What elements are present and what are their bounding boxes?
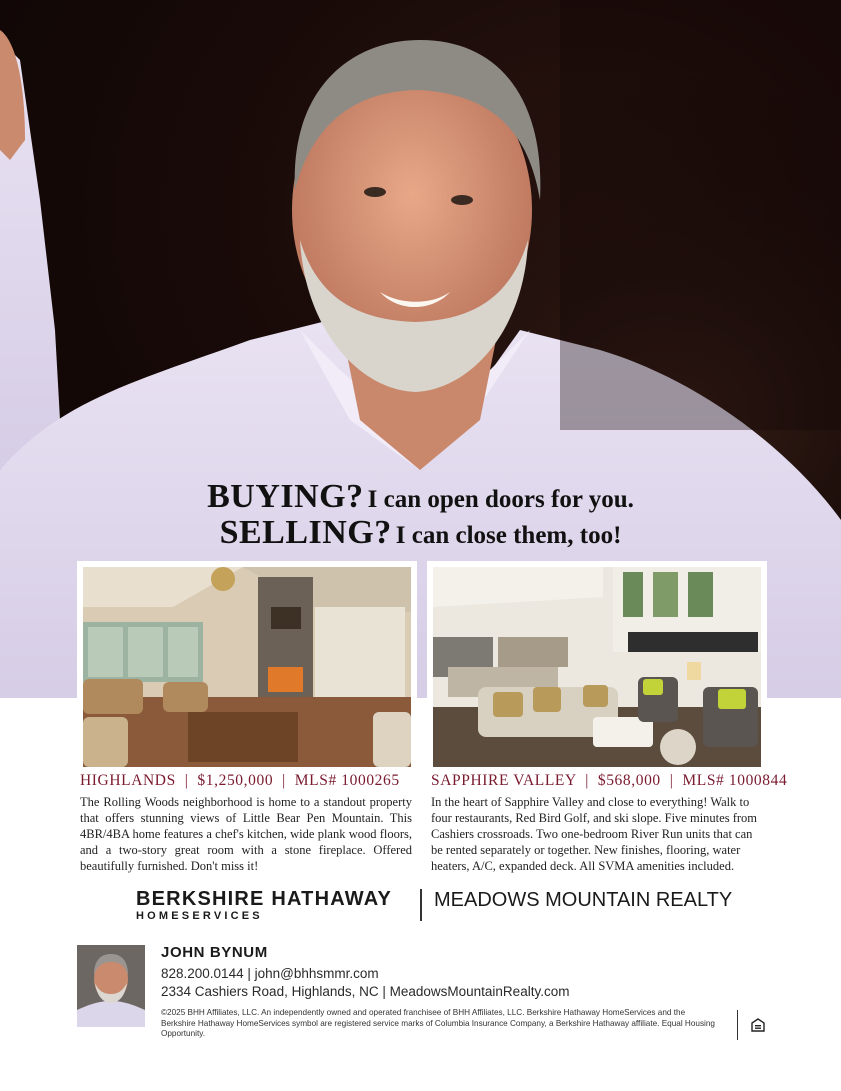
headline-selling-word: SELLING?: [219, 514, 392, 551]
listing-photo-frame-sapphire: [427, 561, 767, 773]
separator: |: [669, 772, 674, 789]
headline-buying: [0, 478, 841, 516]
listing-photo-frame-highlands: [77, 561, 417, 773]
listing-photo-sapphire[interactable]: [433, 567, 761, 767]
separator: |: [184, 772, 189, 789]
brand-office-name: MEADOWS MOUNTAIN REALTY: [434, 889, 733, 911]
headline-buying-word: BUYING?: [207, 478, 364, 515]
brand-logo-main: BERKSHIRE HATHAWAY: [136, 888, 393, 910]
headline-selling-text: I can close them, too!: [395, 522, 622, 549]
brand-logo-sub: HOMESERVICES: [136, 910, 263, 922]
living-room-image: [433, 567, 761, 767]
agent-name: JOHN BYNUM: [161, 944, 268, 961]
agent-contact[interactable]: 828.200.0144 | john@bhhsmmr.com: [161, 966, 379, 981]
separator: |: [585, 772, 589, 789]
equal-housing-icon: [751, 1018, 765, 1032]
listing-location: SAPPHIRE VALLEY: [431, 772, 577, 789]
separator: |: [282, 772, 286, 789]
agent-headshot: [77, 945, 145, 1027]
listing-description-sapphire: In the heart of Sapphire Valley and close to everything! Walk to four restaurants, Red Bird Golf, and ski slope. Five minutes from Cashiers crossroads. Two one-bedroom River Run units that can be rented separately or together. New finishes, flooring, water heaters, A/C, expanded deck. All SVMA amenities included.: [431, 795, 757, 873]
headline-buying-text: I can open doors for you.: [367, 486, 634, 513]
listing-description-highlands: The Rolling Woods neighborhood is home to a standout property that offers stunning views of Little Bear Pen Mountain. This 4BR/4BA home features a chef's kitchen, wide plank wood floors, and a two-story great room with a stone fireplace. Offered beautifully furnished. Don't miss it!: [80, 795, 412, 873]
agent-address[interactable]: 2334 Cashiers Road, Highlands, NC | MeadowsMountainRealty.com: [161, 984, 570, 999]
listing-price: $568,000: [597, 772, 661, 789]
headline-selling: [0, 514, 841, 552]
listing-mls: MLS# 1000844: [682, 772, 788, 789]
listing-headline-highlands: [80, 772, 400, 790]
listing-photo-highlands[interactable]: [83, 567, 411, 767]
legal-divider: [737, 1010, 738, 1040]
legal-disclaimer: ©2025 BHH Affiliates, LLC. An independently owned and operated franchisee of BHH Affiliates, LLC. Berkshire Hathaway HomeServices and the Berkshire Hathaway HomeServices symbol are registered service marks of Columbia Insurance Company, a Berkshire Hathaway affiliate. Equal Housing Opportunity.: [161, 1008, 715, 1038]
agent-headshot-image: [77, 945, 145, 1027]
listing-mls: MLS# 1000265: [294, 772, 400, 789]
brand-divider: [420, 889, 422, 921]
great-room-image: [83, 567, 411, 767]
listing-headline-sapphire: [431, 772, 787, 790]
listing-price: $1,250,000: [197, 772, 274, 789]
listing-location: HIGHLANDS: [80, 772, 176, 789]
